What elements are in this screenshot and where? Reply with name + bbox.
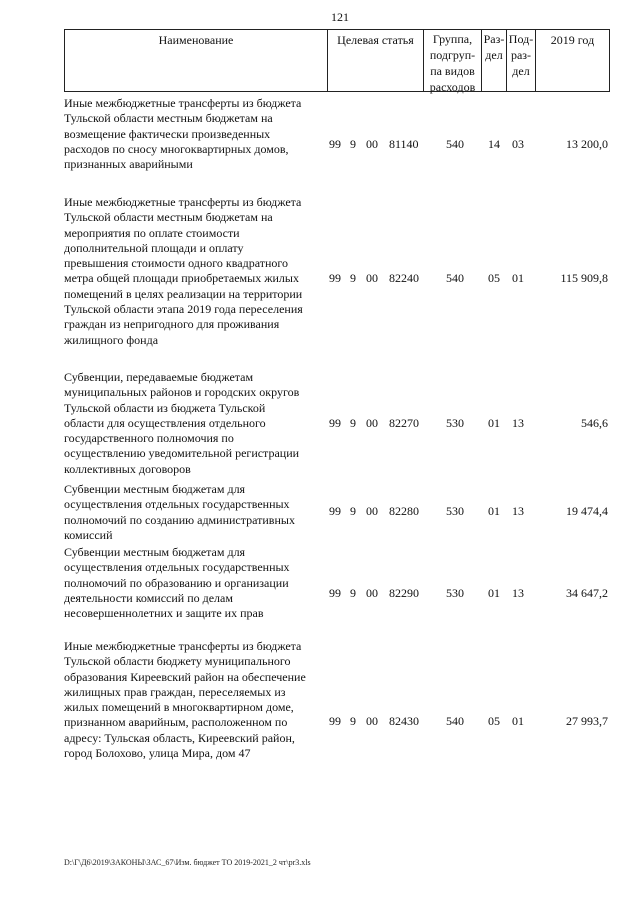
- code-part-d: 82240: [389, 271, 419, 285]
- expense-group: 540: [446, 271, 464, 285]
- section-code: 01: [488, 504, 500, 518]
- amount-2019: 115 909,8: [560, 271, 608, 285]
- code-part-d: 82290: [389, 586, 419, 600]
- code-part-a: 99: [329, 586, 341, 600]
- row-name-line: Тульской области местным бюджетам на: [64, 111, 273, 126]
- header-name-cell: [64, 29, 328, 92]
- footer-file-path: D:\Г\Д6\2019\ЗАКОНЫ\ЗАС_67\Изм. бюджет ТО 2019-2021_2 чт\pr3.xls: [64, 858, 311, 867]
- code-part-c: 00: [366, 137, 378, 151]
- code-part-c: 00: [366, 271, 378, 285]
- row-name-line: расходов по сносу многоквартирных домов,: [64, 141, 289, 156]
- row-name: [64, 482, 326, 543]
- header-group-line: па видов: [430, 64, 475, 78]
- section-code: 01: [488, 586, 500, 600]
- code-part-c: 00: [366, 586, 378, 600]
- page-number: 121: [331, 10, 349, 24]
- code-part-a: 99: [329, 714, 341, 728]
- header-group: [424, 31, 481, 95]
- row-name-line: Иные межбюджетные трансферты из бюджета: [64, 96, 302, 110]
- header-year-cell: [535, 29, 610, 92]
- subsection-code: 01: [512, 271, 524, 285]
- row-name-line: Иные межбюджетные трансферты из бюджета: [64, 639, 302, 653]
- section-code: 05: [488, 271, 500, 285]
- header-subsection-line: Под-: [508, 32, 534, 46]
- row-name-line: помещений в целях реализации на территории: [64, 286, 303, 301]
- amount-2019: 19 474,4: [566, 504, 608, 518]
- header-subsection: [507, 31, 535, 79]
- row-name-line: признанном аварийным, расположенном по: [64, 715, 288, 730]
- row-name-line: мероприятия по оплате стоимости: [64, 225, 240, 240]
- code-part-b: 9: [350, 586, 356, 600]
- code-part-b: 9: [350, 137, 356, 151]
- row-name: [64, 96, 326, 172]
- code-part-a: 99: [329, 416, 341, 430]
- row-name-line: Тульской области местным бюджетам на: [64, 210, 273, 225]
- row-name-line: Тульской области из бюджета Тульской: [64, 400, 266, 415]
- subsection-code: 03: [512, 137, 524, 151]
- header-group-line: подгруп-: [429, 48, 476, 62]
- code-part-a: 99: [329, 271, 341, 285]
- code-part-b: 9: [350, 504, 356, 518]
- row-name-line: осуществления отдельных государственных: [64, 497, 290, 512]
- expense-group: 530: [446, 416, 464, 430]
- row-name: [64, 370, 326, 477]
- code-part-a: 99: [329, 504, 341, 518]
- code-part-b: 9: [350, 271, 356, 285]
- row-name: [64, 195, 326, 348]
- row-name-line: метра общей площади приобретаемых жилых: [64, 271, 299, 286]
- header-group-line: Группа,: [432, 32, 473, 46]
- row-name-line: Субвенции местным бюджетам для: [64, 482, 246, 496]
- code-part-d: 82270: [389, 416, 419, 430]
- expense-group: 540: [446, 137, 464, 151]
- header-section-cell: [481, 29, 507, 92]
- row-name-line: адресу: Тульская область, Киреевский район,: [64, 730, 295, 745]
- expense-group: 530: [446, 504, 464, 518]
- expense-group: 540: [446, 714, 464, 728]
- row-name-line: возмещение фактически произведенных: [64, 126, 271, 141]
- row-name-line: несовершеннолетних и защите их прав: [64, 606, 264, 621]
- amount-2019: 27 993,7: [566, 714, 608, 728]
- row-name-line: жилых помещений в многоквартирном доме,: [64, 700, 294, 715]
- row-name-line: осуществлению уведомительной регистрации: [64, 446, 300, 461]
- row-name-line: муниципальных районов и городских округов: [64, 385, 300, 400]
- row-name-line: дополнительной площади и оплату: [64, 240, 244, 255]
- code-part-c: 00: [366, 416, 378, 430]
- row-name-line: полномочий по образованию и организации: [64, 575, 289, 590]
- row-name: [64, 545, 326, 621]
- row-name-line: деятельности комиссий по делам: [64, 590, 233, 605]
- row-name-line: граждан из непригодного для проживания: [64, 317, 280, 332]
- header-subsection-line: дел: [512, 64, 530, 78]
- code-part-b: 9: [350, 714, 356, 728]
- code-part-b: 9: [350, 416, 356, 430]
- row-name-line: Тульской области этапа 2019 года переселения: [64, 302, 303, 317]
- row-name-line: осуществления отдельных государственных: [64, 560, 290, 575]
- header-section-line: Раз-: [483, 32, 505, 46]
- row-name-line: Субвенции, передаваемые бюджетам: [64, 370, 254, 384]
- section-code: 14: [488, 137, 500, 151]
- code-part-c: 00: [366, 504, 378, 518]
- code-part-c: 00: [366, 714, 378, 728]
- header-subsection-cell: [506, 29, 536, 92]
- row-name-line: город Болохово, улица Мира, дом 47: [64, 746, 251, 761]
- code-part-d: 82430: [389, 714, 419, 728]
- amount-2019: 546,6: [581, 416, 608, 430]
- amount-2019: 13 200,0: [566, 137, 608, 151]
- row-name-line: области для осуществления отдельного: [64, 415, 266, 430]
- expense-group: 530: [446, 586, 464, 600]
- header-name: Наименование: [158, 33, 234, 47]
- section-code: 05: [488, 714, 500, 728]
- subsection-code: 13: [512, 504, 524, 518]
- header-group-cell: [423, 29, 482, 92]
- header-target-article-cell: [327, 29, 424, 92]
- code-part-a: 99: [329, 137, 341, 151]
- row-name-line: полномочий по созданию административных: [64, 512, 295, 527]
- row-name-line: образования Киреевский район на обеспечение: [64, 669, 306, 684]
- row-name-line: Иные межбюджетные трансферты из бюджета: [64, 195, 302, 209]
- row-name: [64, 639, 326, 761]
- header-group-line: расходов: [429, 80, 476, 94]
- subsection-code: 13: [512, 416, 524, 430]
- row-name-line: Субвенции местным бюджетам для: [64, 545, 246, 559]
- header-year: 2019 год: [550, 33, 595, 47]
- section-code: 01: [488, 416, 500, 430]
- amount-2019: 34 647,2: [566, 586, 608, 600]
- header-section-line: дел: [485, 48, 503, 62]
- header-target-article: Целевая статья: [337, 33, 414, 47]
- header-section: [482, 31, 506, 63]
- subsection-code: 13: [512, 586, 524, 600]
- code-part-d: 82280: [389, 504, 419, 518]
- row-name-line: жилищных прав граждан, переселяемых из: [64, 684, 286, 699]
- row-name-line: комиссий: [64, 527, 113, 542]
- row-name-line: государственного полномочия по: [64, 431, 234, 446]
- row-name-line: жилищного фонда: [64, 332, 159, 347]
- row-name-line: признанных аварийными: [64, 157, 193, 172]
- row-name-line: коллективных договоров: [64, 461, 191, 476]
- code-part-d: 81140: [389, 137, 419, 151]
- row-name-line: превышения стоимости одного квадратного: [64, 256, 289, 271]
- header-subsection-line: раз-: [510, 48, 532, 62]
- subsection-code: 01: [512, 714, 524, 728]
- row-name-line: Тульской области бюджету муниципального: [64, 654, 291, 669]
